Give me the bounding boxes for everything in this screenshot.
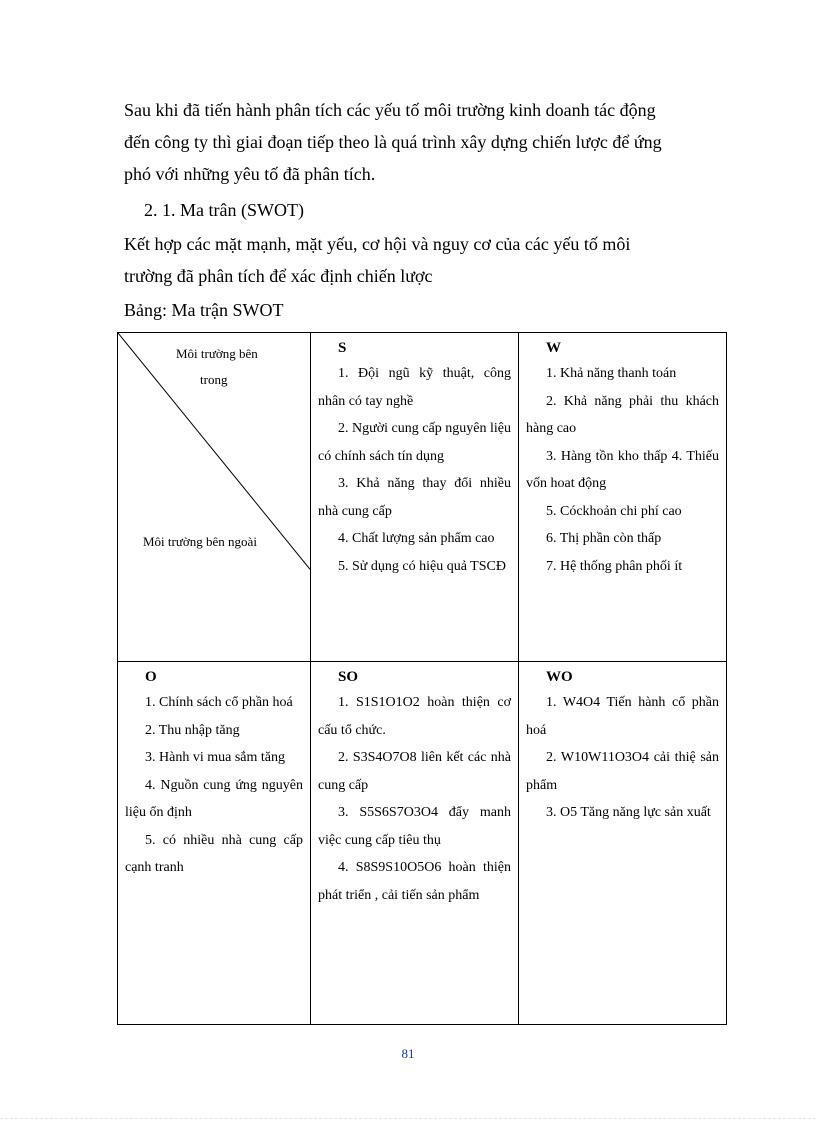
internal-environment-label [176,341,258,393]
strengths-cell [311,333,519,662]
corner-cell [118,333,311,662]
opportunities-header: O [145,669,157,685]
weakness-item: 5. Cóckhoản chi phí cao [546,503,682,519]
swot-row-internal [118,333,727,662]
wo-strategy-item: 2. W10W11O3O4 cải thiệ sản phẩm [526,750,719,793]
strength-item: 4. Chất lượng sản phẩm cao [338,531,495,546]
weakness-item: 7. Hệ thống phân phối ít [546,558,683,574]
intro-paragraph [124,94,718,190]
page-number: 81 [401,1046,415,1061]
weakness-item: 2. Khả năng phải thu khách hàng cao [526,393,719,436]
section-line-1: Kết hợp các mặt mạnh, mặt yếu, cơ hội và nguy cơ của các yếu tố môi [124,234,631,254]
opportunity-item: 4. Nguồn cung ứng nguyên liệu ổn định [125,777,303,820]
strength-item: 2. Người cung cấp nguyên liệu có chính sách tín dụng [318,421,511,464]
weaknesses-cell [519,333,727,662]
so-strategy-item: 3. S5S6S7O3O4 đẩy manh việc cung cấp tiêu thụ [318,805,511,848]
opportunity-item: 5. có nhiều nhà cung cấp cạnh tranh [125,832,303,875]
intro-line-3: phó với những yêu tố đã phân tích. [124,164,376,184]
swot-row-external [118,662,727,1025]
strength-item: 3. Khả năng thay đổi nhiều nhà cung cấp [318,476,511,519]
table-caption: Bảng: Ma trận SWOT [124,300,284,320]
weaknesses-header: W [546,340,561,356]
so-strategy-item: 1. S1S1O1O2 hoàn thiện cơ cấu tổ chức. [318,695,511,738]
external-environment-label: Môi trường bên ngoài [143,534,257,549]
weakness-item: 6. Thị phần còn thấp [546,531,662,546]
opportunity-item: 3. Hành vi mua sắm tăng [145,750,285,765]
wo-strategy-item: 3. O5 Tăng năng lực sản xuất [546,805,711,820]
opportunity-item: 1. Chính sách cổ phần hoá [145,695,293,710]
wo-header: WO [546,669,573,685]
so-strategy-item: 4. S8S9S10O5O6 hoàn thiện phát triển , cải tiến sản phẩm [318,860,511,903]
wo-strategy-item: 1. W4O4 Tiến hành cổ phần hoá [526,695,719,738]
section-paragraph [124,228,718,292]
swot-matrix-table [117,332,727,1025]
strength-item: 1. Đội ngũ kỹ thuật, công nhân có tay nghề [318,366,511,409]
weakness-item: 1. Khả năng thanh toán [546,366,677,381]
page-bottom-divider [0,1118,816,1119]
strength-item: 5. Sử dụng có hiệu quả TSCĐ [338,558,506,574]
so-strategy-item: 2. S3S4O7O8 liên kết các nhà cung cấp [318,750,511,793]
opportunities-cell [118,662,311,1025]
intro-line-1: Sau khi đã tiến hành phân tích các yếu tố môi trường kinh doanh tác động [124,100,656,120]
internal-label-line-1: Môi trường bên [176,346,258,361]
so-strategies-cell [311,662,519,1025]
internal-label-line-2: trong [200,372,228,387]
section-heading: 2. 1. Ma trân (SWOT) [144,200,304,220]
so-header: SO [338,669,359,685]
strengths-header: S [338,340,347,356]
wo-strategies-cell [519,662,727,1025]
section-line-2: trường đã phân tích để xác định chiến lược [124,266,433,286]
opportunity-item: 2. Thu nhập tăng [145,722,240,738]
intro-line-2: đến công ty thì giai đoạn tiếp theo là quá trình xây dựng chiến lược để ứng [124,132,662,152]
weakness-item: 3. Hàng tồn kho thấp 4. Thiếu vốn hoat động [526,448,719,491]
